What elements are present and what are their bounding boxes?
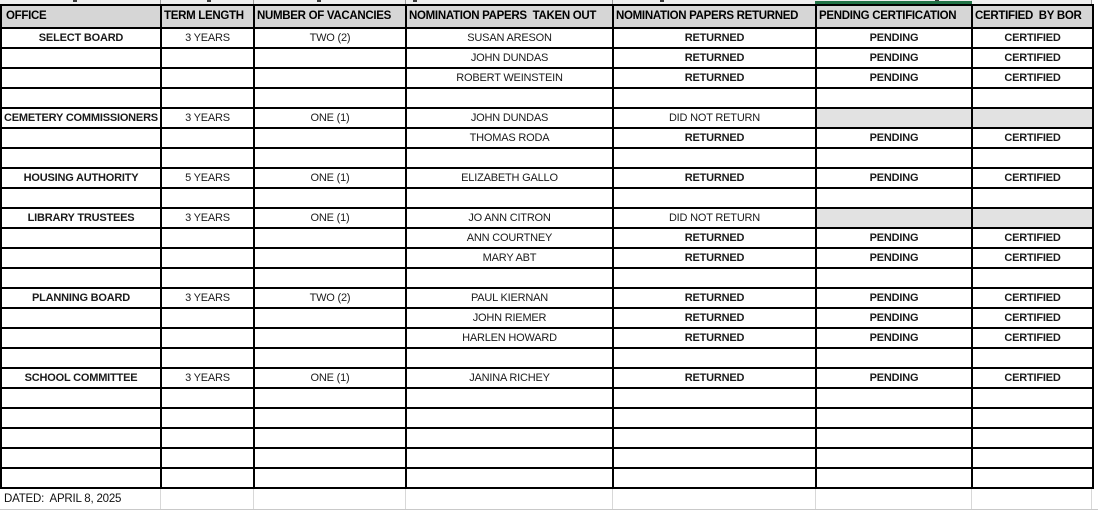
column-header-papers-taken-out[interactable]: NOMINATION PAPERS TAKEN OUT — [406, 5, 613, 28]
office-cell[interactable] — [1, 468, 161, 488]
nominee-name-cell[interactable]: ANN COURTNEY — [406, 228, 613, 248]
returned-status-cell[interactable]: RETURNED — [613, 228, 816, 248]
table-row — [1, 268, 1093, 288]
term-length-cell[interactable] — [161, 128, 254, 148]
table-row — [1, 328, 1093, 348]
nominee-name-cell[interactable] — [406, 408, 613, 428]
table-row — [1, 228, 1093, 248]
returned-status-cell[interactable] — [613, 88, 816, 108]
gridline — [405, 489, 406, 509]
returned-status-cell[interactable] — [613, 428, 816, 448]
certified-status-cell[interactable] — [972, 428, 1093, 448]
certified-status-cell[interactable]: CERTIFIED — [972, 288, 1093, 308]
dated-label[interactable]: DATED: APRIL 8, 2025 — [4, 493, 122, 505]
certified-status-cell[interactable]: CERTIFIED — [972, 68, 1093, 88]
office-cell[interactable] — [1, 348, 161, 368]
pending-status-cell[interactable]: PENDING — [816, 168, 972, 188]
table-row — [1, 168, 1093, 188]
pending-status-cell[interactable]: PENDING — [816, 368, 972, 388]
vacancies-cell[interactable] — [254, 388, 406, 408]
gridline — [815, 489, 816, 509]
certified-status-cell[interactable]: CERTIFIED — [972, 248, 1093, 268]
vacancies-cell[interactable]: TWO (2) — [254, 28, 406, 48]
header-row — [1, 5, 1093, 28]
certified-status-cell[interactable]: CERTIFIED — [972, 308, 1093, 328]
office-cell[interactable] — [1, 68, 161, 88]
table-row — [1, 248, 1093, 268]
term-length-cell[interactable] — [161, 448, 254, 468]
certified-status-cell[interactable]: CERTIFIED — [972, 48, 1093, 68]
office-cell[interactable]: HOUSING AUTHORITY — [1, 168, 161, 188]
office-cell[interactable] — [1, 88, 161, 108]
pending-status-cell[interactable] — [816, 148, 972, 168]
pending-status-cell[interactable] — [816, 348, 972, 368]
certified-status-cell[interactable] — [972, 448, 1093, 468]
vacancies-cell[interactable] — [254, 348, 406, 368]
certified-status-cell[interactable] — [972, 88, 1093, 108]
office-cell[interactable] — [1, 128, 161, 148]
office-cell[interactable]: CEMETERY COMMISSIONERS — [1, 108, 161, 128]
nominee-name-cell[interactable] — [406, 448, 613, 468]
table-row — [1, 468, 1093, 488]
vacancies-cell[interactable] — [254, 148, 406, 168]
returned-status-cell[interactable]: RETURNED — [613, 248, 816, 268]
column-header-pending-certification[interactable]: PENDING CERTIFICATION — [816, 5, 972, 28]
cut-off-row-artifact — [0, 0, 1092, 4]
returned-status-cell[interactable]: RETURNED — [613, 288, 816, 308]
term-length-cell[interactable] — [161, 268, 254, 288]
office-cell[interactable]: SCHOOL COMMITTEE — [1, 368, 161, 388]
pending-status-cell[interactable]: PENDING — [816, 68, 972, 88]
text-artifact-mark — [207, 0, 211, 2]
office-cell[interactable]: SELECT BOARD — [1, 28, 161, 48]
office-cell[interactable] — [1, 268, 161, 288]
certified-status-cell[interactable] — [972, 468, 1093, 488]
nominee-name-cell[interactable]: JOHN DUNDAS — [406, 108, 613, 128]
table-row — [1, 388, 1093, 408]
table-row — [1, 88, 1093, 108]
nominee-name-cell[interactable] — [406, 88, 613, 108]
nominee-name-cell[interactable]: JOHN DUNDAS — [406, 48, 613, 68]
table-row — [1, 408, 1093, 428]
table-row — [1, 368, 1093, 388]
term-length-cell[interactable] — [161, 468, 254, 488]
nomination-table — [0, 4, 1094, 489]
returned-status-cell[interactable]: DID NOT RETURN — [613, 208, 816, 228]
table-row — [1, 348, 1093, 368]
table-row — [1, 308, 1093, 328]
vacancies-cell[interactable] — [254, 408, 406, 428]
term-length-cell[interactable] — [161, 148, 254, 168]
nominee-name-cell[interactable]: MARY ABT — [406, 248, 613, 268]
term-length-cell[interactable] — [161, 348, 254, 368]
returned-status-cell[interactable]: RETURNED — [613, 308, 816, 328]
pending-status-cell[interactable]: PENDING — [816, 288, 972, 308]
nominee-name-cell[interactable] — [406, 468, 613, 488]
table-row — [1, 448, 1093, 468]
term-length-cell[interactable]: 3 YEARS — [161, 288, 254, 308]
gridline-tick — [612, 0, 613, 4]
returned-status-cell[interactable]: RETURNED — [613, 328, 816, 348]
vacancies-cell[interactable] — [254, 88, 406, 108]
returned-status-cell[interactable] — [613, 148, 816, 168]
table-row — [1, 128, 1093, 148]
vacancies-cell[interactable] — [254, 308, 406, 328]
term-length-cell[interactable] — [161, 228, 254, 248]
term-length-cell[interactable] — [161, 308, 254, 328]
gridline-tick — [405, 0, 406, 4]
office-cell[interactable] — [1, 328, 161, 348]
nominee-name-cell[interactable]: ELIZABETH GALLO — [406, 168, 613, 188]
term-length-cell[interactable] — [161, 248, 254, 268]
certified-status-cell[interactable] — [972, 108, 1093, 128]
nominee-name-cell[interactable]: THOMAS RODA — [406, 128, 613, 148]
nominee-name-cell[interactable]: ROBERT WEINSTEIN — [406, 68, 613, 88]
pending-status-cell[interactable] — [816, 108, 972, 128]
returned-status-cell[interactable]: RETURNED — [613, 68, 816, 88]
gridline — [971, 489, 972, 509]
vacancies-cell[interactable] — [254, 248, 406, 268]
returned-status-cell[interactable] — [613, 388, 816, 408]
term-length-cell[interactable]: 3 YEARS — [161, 368, 254, 388]
returned-status-cell[interactable]: RETURNED — [613, 48, 816, 68]
pending-status-cell[interactable] — [816, 408, 972, 428]
office-cell[interactable] — [1, 48, 161, 68]
office-cell[interactable] — [1, 308, 161, 328]
term-length-cell[interactable] — [161, 408, 254, 428]
gridline-tick — [1091, 0, 1092, 4]
term-length-cell[interactable] — [161, 68, 254, 88]
certified-status-cell[interactable] — [972, 388, 1093, 408]
gridline — [1091, 489, 1092, 509]
certified-status-cell[interactable] — [972, 348, 1093, 368]
pending-status-cell[interactable] — [816, 468, 972, 488]
office-cell[interactable] — [1, 188, 161, 208]
table-row — [1, 148, 1093, 168]
text-artifact-mark — [660, 0, 664, 2]
pending-status-cell[interactable]: PENDING — [816, 248, 972, 268]
vacancies-cell[interactable] — [254, 468, 406, 488]
table-row — [1, 48, 1093, 68]
certified-status-cell[interactable]: CERTIFIED — [972, 328, 1093, 348]
table-row — [1, 428, 1093, 448]
vacancies-cell[interactable]: ONE (1) — [254, 108, 406, 128]
vacancies-cell[interactable] — [254, 268, 406, 288]
office-cell[interactable]: PLANNING BOARD — [1, 288, 161, 308]
pending-status-cell[interactable]: PENDING — [816, 228, 972, 248]
returned-status-cell[interactable] — [613, 268, 816, 288]
returned-status-cell[interactable] — [613, 188, 816, 208]
gridline — [612, 489, 613, 509]
certified-status-cell[interactable]: CERTIFIED — [972, 128, 1093, 148]
text-artifact-mark — [317, 0, 321, 2]
certified-status-cell[interactable]: CERTIFIED — [972, 28, 1093, 48]
table-row — [1, 188, 1093, 208]
office-cell[interactable] — [1, 388, 161, 408]
term-length-cell[interactable]: 3 YEARS — [161, 28, 254, 48]
pending-status-cell[interactable] — [816, 188, 972, 208]
table-row — [1, 108, 1093, 128]
vacancies-cell[interactable]: ONE (1) — [254, 168, 406, 188]
term-length-cell[interactable] — [161, 48, 254, 68]
table-row — [1, 208, 1093, 228]
nominee-name-cell[interactable]: JO ANN CITRON — [406, 208, 613, 228]
term-length-cell[interactable] — [161, 188, 254, 208]
term-length-cell[interactable] — [161, 388, 254, 408]
vacancies-cell[interactable] — [254, 68, 406, 88]
term-length-cell[interactable] — [161, 328, 254, 348]
returned-status-cell[interactable] — [613, 448, 816, 468]
table-row — [1, 68, 1093, 88]
office-cell[interactable] — [1, 248, 161, 268]
returned-status-cell[interactable] — [613, 348, 816, 368]
certified-status-cell[interactable] — [972, 148, 1093, 168]
text-artifact-mark — [413, 0, 417, 2]
gridline-tick — [253, 0, 254, 4]
term-length-cell[interactable] — [161, 88, 254, 108]
nominee-name-cell[interactable] — [406, 188, 613, 208]
certified-status-cell[interactable]: CERTIFIED — [972, 368, 1093, 388]
pending-status-cell[interactable] — [816, 208, 972, 228]
column-header-vacancies[interactable]: NUMBER OF VACANCIES — [254, 5, 406, 28]
table-body — [1, 28, 1093, 488]
selection-border — [815, 1, 972, 4]
table-row — [1, 288, 1093, 308]
nominee-name-cell[interactable]: JOHN RIEMER — [406, 308, 613, 328]
vacancies-cell[interactable] — [254, 448, 406, 468]
pending-status-cell[interactable] — [816, 268, 972, 288]
term-length-cell[interactable]: 3 YEARS — [161, 108, 254, 128]
pending-status-cell[interactable]: PENDING — [816, 48, 972, 68]
pending-status-cell[interactable]: PENDING — [816, 308, 972, 328]
pending-status-cell[interactable]: PENDING — [816, 328, 972, 348]
nominee-name-cell[interactable]: JANINA RICHEY — [406, 368, 613, 388]
pending-status-cell[interactable]: PENDING — [816, 28, 972, 48]
office-cell[interactable] — [1, 408, 161, 428]
pending-status-cell[interactable]: PENDING — [816, 128, 972, 148]
nominee-name-cell[interactable] — [406, 148, 613, 168]
gridline — [160, 489, 161, 509]
table-row — [1, 28, 1093, 48]
certified-status-cell[interactable]: CERTIFIED — [972, 168, 1093, 188]
nominee-name-cell[interactable]: PAUL KIERNAN — [406, 288, 613, 308]
nominee-name-cell[interactable] — [406, 268, 613, 288]
column-header-term-length[interactable]: TERM LENGTH — [161, 5, 254, 28]
nominee-name-cell[interactable]: SUSAN ARESON — [406, 28, 613, 48]
column-header-office[interactable]: OFFICE — [1, 5, 161, 28]
column-header-papers-returned[interactable]: NOMINATION PAPERS RETURNED — [613, 5, 816, 28]
certified-status-cell[interactable] — [972, 268, 1093, 288]
vacancies-cell[interactable]: ONE (1) — [254, 208, 406, 228]
returned-status-cell[interactable]: RETURNED — [613, 168, 816, 188]
office-cell[interactable] — [1, 448, 161, 468]
office-cell[interactable]: LIBRARY TRUSTEES — [1, 208, 161, 228]
vacancies-cell[interactable] — [254, 228, 406, 248]
pending-status-cell[interactable] — [816, 428, 972, 448]
nominee-name-cell[interactable] — [406, 428, 613, 448]
vacancies-cell[interactable]: TWO (2) — [254, 288, 406, 308]
certified-status-cell[interactable]: CERTIFIED — [972, 228, 1093, 248]
returned-status-cell[interactable]: DID NOT RETURN — [613, 108, 816, 128]
vacancies-cell[interactable]: ONE (1) — [254, 368, 406, 388]
term-length-cell[interactable]: 3 YEARS — [161, 208, 254, 228]
term-length-cell[interactable]: 5 YEARS — [161, 168, 254, 188]
returned-status-cell[interactable]: RETURNED — [613, 128, 816, 148]
dated-row — [0, 489, 1098, 510]
office-cell[interactable] — [1, 228, 161, 248]
column-header-certified-by-bor[interactable]: CERTIFIED BY BOR — [972, 5, 1093, 28]
office-cell[interactable] — [1, 428, 161, 448]
nominee-name-cell[interactable]: HARLEN HOWARD — [406, 328, 613, 348]
vacancies-cell[interactable] — [254, 128, 406, 148]
pending-status-cell[interactable] — [816, 88, 972, 108]
certified-status-cell[interactable] — [972, 188, 1093, 208]
certified-status-cell[interactable] — [972, 408, 1093, 428]
vacancies-cell[interactable] — [254, 328, 406, 348]
vacancies-cell[interactable] — [254, 48, 406, 68]
nominee-name-cell[interactable] — [406, 348, 613, 368]
pending-status-cell[interactable] — [816, 448, 972, 468]
vacancies-cell[interactable] — [254, 428, 406, 448]
nominee-name-cell[interactable] — [406, 388, 613, 408]
pending-status-cell[interactable] — [816, 388, 972, 408]
gridline-tick — [160, 0, 161, 4]
vacancies-cell[interactable] — [254, 188, 406, 208]
returned-status-cell[interactable]: RETURNED — [613, 28, 816, 48]
returned-status-cell[interactable] — [613, 408, 816, 428]
returned-status-cell[interactable] — [613, 468, 816, 488]
gridline — [253, 489, 254, 509]
term-length-cell[interactable] — [161, 428, 254, 448]
returned-status-cell[interactable]: RETURNED — [613, 368, 816, 388]
office-cell[interactable] — [1, 148, 161, 168]
text-artifact-mark — [73, 0, 77, 2]
certified-status-cell[interactable] — [972, 208, 1093, 228]
